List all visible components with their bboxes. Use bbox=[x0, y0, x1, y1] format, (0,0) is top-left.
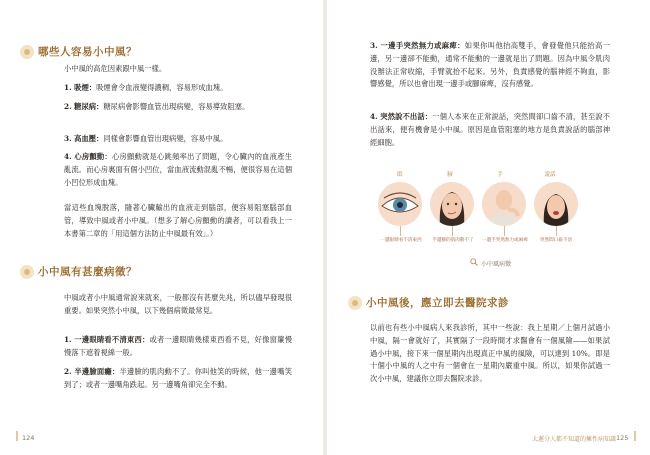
body-paragraph: 當這些血塊脫落，隨著心臟輸出的血液走到腦部，便容易阻塞腦部血管，導致中風或者小中風。（想多了解心房顫動的讀者，可以看我上一本書第二章的「用這個方法防止中風最有效」。） bbox=[64, 203, 292, 238]
figure-caption: 突然間口齒不清 bbox=[539, 238, 573, 243]
speech-icon bbox=[534, 182, 578, 226]
heading-bullet-icon bbox=[348, 296, 362, 310]
heading-bullet-icon bbox=[20, 45, 34, 59]
page-number: 124 bbox=[22, 434, 35, 442]
left-page bbox=[0, 0, 324, 455]
figure-leader-line bbox=[504, 226, 505, 236]
footer-tick bbox=[16, 431, 18, 441]
magnifier-icon bbox=[470, 258, 478, 268]
footer-tick bbox=[634, 431, 636, 441]
figure-caption: 半邊臉的肌肉動不了 bbox=[432, 238, 474, 243]
heading-text: 哪些人容易小中風？ bbox=[38, 46, 137, 58]
section-heading-who bbox=[20, 44, 137, 59]
figure-label: 手 bbox=[497, 172, 503, 178]
heading-text: 小中風有甚麼病徵？ bbox=[38, 266, 137, 278]
risk-item: 3. 高血壓：同樣會影響血管出現病變，容易中風。 bbox=[64, 134, 228, 143]
figure-label: 臉 bbox=[447, 172, 453, 178]
running-title: 太遲分人都不知道的擁性病知識 bbox=[532, 436, 617, 443]
symptom-item: 1. 一邊眼睛看不清東西：或者一邊眼睛幾樣東西看不見，好像窗簾慢慢落下遮着視線一般。 bbox=[64, 335, 292, 357]
figure-label: 說話 bbox=[544, 172, 556, 178]
figure-label: 眼 bbox=[397, 172, 403, 178]
figure-leader-line bbox=[452, 226, 453, 236]
figure-caption: 一邊手突然無力或麻痺 bbox=[482, 238, 528, 243]
section-heading-hospital bbox=[348, 295, 509, 310]
figure-caption: 一邊眼睛看不清東西 bbox=[380, 238, 422, 243]
right-page bbox=[326, 0, 650, 455]
figure-leader-line bbox=[556, 226, 557, 236]
heading-bullet-icon bbox=[20, 265, 34, 279]
risk-item: 1. 吸煙：吸煙會令血液變得濃稠，容易形成血塊。 bbox=[64, 83, 228, 92]
body-paragraph: 以前也有些小中風病人來我診所，其中一些說：我上星期／上個月試過小中風，隔一會就好了，其實隔了一段時間才求醫會有一個風險——如果試過小中風，接下來一個星期內出現真正中風的風險，可以達到 10%。即是十個小中風的人之中有一個會在一星期內嚴重中風。所以，如果你試過一次小中風，建議你立即去醫院求診。 bbox=[370, 323, 610, 384]
symptom-item: 3. 一邊手突然無力或麻痺：如果你叫他抬高雙手，會發覺他只能抬高一邊，另一邊卻不能動，通常不能動的一邊就是出了問題。因為中風令肌肉没辦法正常收縮，手臂就抬不起來。另外，負責感覺的腦神經不夠血，影響感覺，所以也會出現一邊手或腳麻痺，沒有感覺。 bbox=[370, 41, 610, 89]
body-paragraph: 中風或者小中風通常說來就來，一般都沒有甚麼先兆，所以儘早發現很重要。如果突然小中風，以下幾個病徵最常見。 bbox=[64, 293, 292, 315]
figure-title bbox=[470, 258, 511, 268]
risk-item: 2. 糖尿病：糖尿病會影響血管出現病變，容易導致阻塞。 bbox=[64, 102, 250, 111]
eye-icon bbox=[378, 182, 422, 226]
face-icon bbox=[430, 182, 474, 226]
intro-line: 小中風的高危因素跟中風一樣。 bbox=[64, 64, 167, 73]
section-heading-symptoms bbox=[20, 264, 137, 279]
figure-leader-line bbox=[400, 226, 401, 236]
symptom-item: 4. 突然說不出話：一個人本來在正常説話，突然間卻口齒不清，甚至說不出話來，便有機會是小中風。原因是血管阻塞的地方是負責說話的腦部神經細胞。 bbox=[370, 112, 610, 147]
symptom-figure bbox=[380, 170, 592, 270]
risk-item: 4. 心房顫動：心房顫動就是心跳頻率出了問題，令心臟內的血液產生亂流。而心房裏面有個小凹位，當血液流動混亂不暢，便很容易在這個小凹位形成血塊。 bbox=[64, 152, 292, 187]
figure-caption-text: 小中風病徵 bbox=[481, 260, 512, 268]
hand-icon bbox=[482, 182, 526, 226]
symptom-item: 2. 半邊臉面癱：半邊臉的肌肉動不了。你叫他笑的時候，他一邊嘴笑到了；或者一邊嘴角跌起。另一邊嘴角卻完全不動。 bbox=[64, 367, 292, 389]
page-number: 125 bbox=[616, 434, 629, 442]
heading-text: 小中風後，應立即去醫院求診 bbox=[366, 297, 509, 309]
